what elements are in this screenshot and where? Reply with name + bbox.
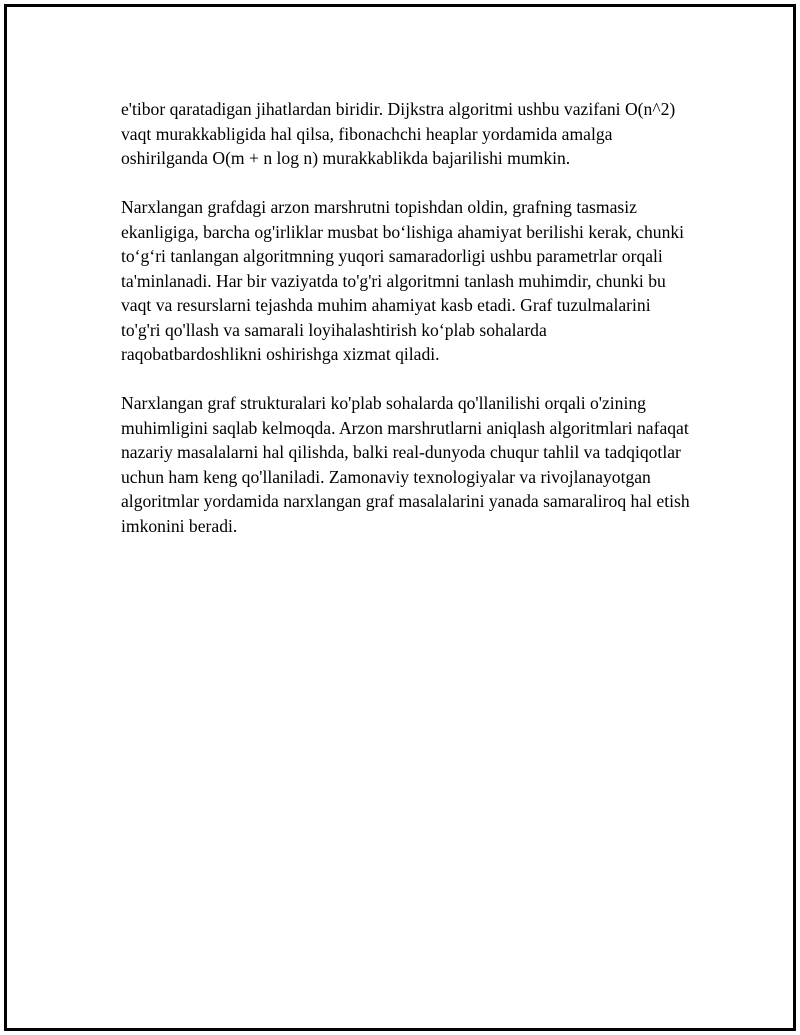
paragraph-1: e'tibor qaratadigan jihatlardan biridir. Dijkstra algoritmi ushbu vazifani O(n^2) vaqt murakkabligida hal qilsa, fibonachchi heaplar yordamida amalga oshirilganda O(m + n log n) murakkablikda bajarilishi mumkin.: [121, 99, 676, 168]
page-frame: [4, 4, 796, 1031]
page-body: [121, 97, 691, 563]
paragraph-2: Narxlangan grafdagi arzon marshrutni topishdan oldin, grafning tasmasiz ekanligiga, barcha og'irliklar musbat bo‘lishiga ahamiyat berilishi kerak, chunki to‘g‘ri tanlangan algoritmning yuqori samaradorligi ushbu parametrlar orqali ta'minlanadi. Har bir vaziyatda to'g'ri algoritmni tanlash muhimdir, chunki bu vaqt va resurslarni tejashda muhim ahamiyat kasb etadi. Graf tuzulmalarini to'g'ri qo'llash va samarali loyihalashtirish ko‘plab sohalarda raqobatbardoshlikni oshirishga xizmat qiladi.: [121, 197, 685, 364]
paragraph-3: Narxlangan graf strukturalari ko'plab sohalarda qo'llanilishi orqali o'zining muhimligini saqlab kelmoqda. Arzon marshrutlarni aniqlash algoritmlari nafaqat nazariy masalalarni hal qilishda, balki real-dunyoda chuqur tahlil va tadqiqotlar uchun ham keng qo'llaniladi. Zamonaviy texnologiyalar va rivojlanayotgan algoritmlar yordamida narxlangan graf masalalarini yanada samaraliroq hal etish imkonini beradi.: [121, 393, 690, 536]
